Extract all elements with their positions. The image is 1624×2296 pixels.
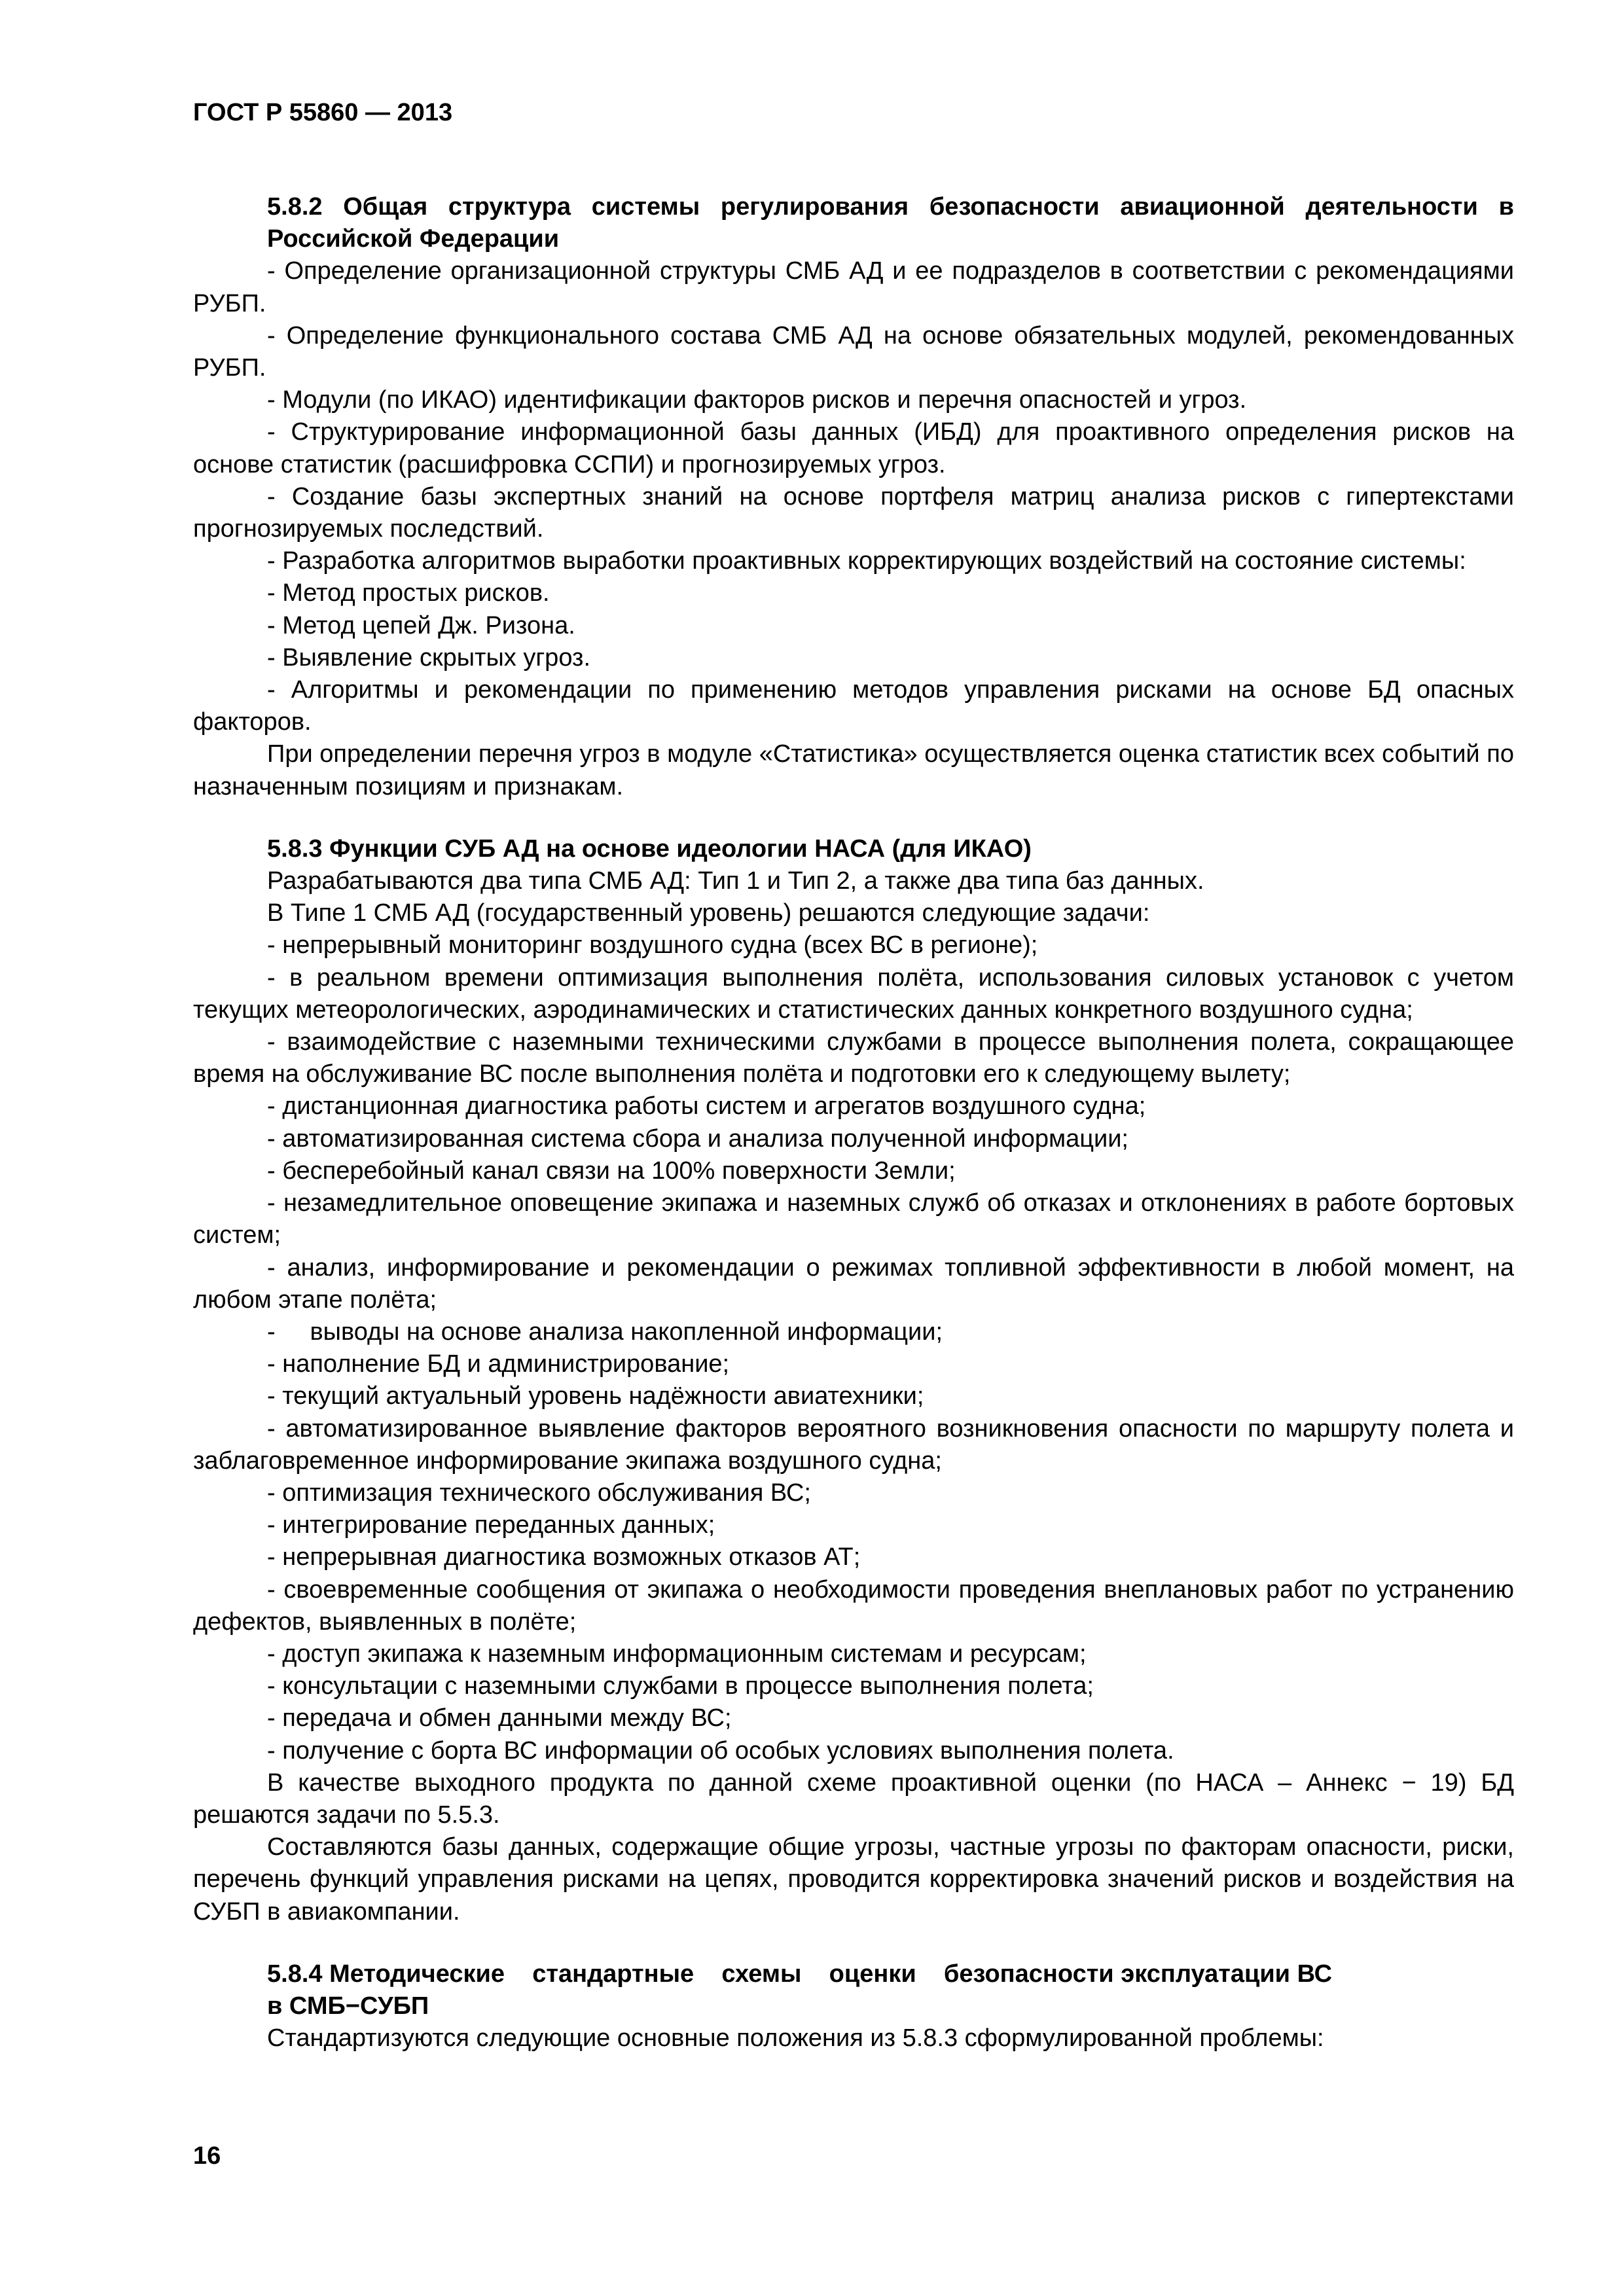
paragraph: - Модули (по ИКАО) идентификации факторов рисков и перечня опасностей и угроз. [267, 386, 1247, 414]
paragraph: При определении перечня угроз в модуле «Статистика» осуществляется оценка статистик всех событий по назначенным позициям и признакам. [193, 740, 1514, 800]
section-heading-continuation: в СМБ−СУБП [267, 1992, 429, 2020]
paragraph: В Типе 1 СМБ АД (государственный уровень) решаются следующие задачи: [267, 899, 1150, 927]
paragraph: Стандартизуются следующие основные положения из 5.8.3 сформулированной проблемы: [267, 2024, 1324, 2053]
paragraph: - в реальном времени оптимизация выполнения полёта, использования силовых установок с учетом текущих метеорологических, аэродинамических и статистических данных конкретного воздушного судна; [193, 963, 1514, 1024]
paragraph: - наполнение БД и администрирование; [267, 1350, 730, 1378]
paragraph: - взаимодействие с наземными техническими службами в процессе выполнения полета, сокращающее время на обслуживание ВС после выполнения полёта и подготовки его к следующему вылету; [193, 1028, 1514, 1088]
paragraph: - Определение организационной структуры СМБ АД и ее подразделов в соответствии с рекомендациями РУБП. [193, 257, 1514, 317]
paragraph: - своевременные сообщения от экипажа о необходимости проведения внеплановых работ по устранению дефектов, выявленных в полёте; [193, 1575, 1514, 1636]
paragraph: В качестве выходного продукта по данной схеме проактивной оценки (по НАСА – Аннекс − 19) БД решаются задачи по 5.5.3. [193, 1768, 1514, 1829]
paragraph: - доступ экипажа к наземным информационным системам и ресурсам; [267, 1640, 1087, 1668]
paragraph: - выводы на основе анализа накопленной информации; [267, 1318, 943, 1346]
section-5-8-3 [193, 833, 1514, 1928]
paragraph: - Создание базы экспертных знаний на основе портфеля матриц анализа рисков с гипертекстами прогнозируемых последствий. [193, 482, 1514, 543]
paragraph: - Алгоритмы и рекомендации по применению методов управления рисками на основе БД опасных факторов. [193, 676, 1514, 736]
paragraph: Составляются базы данных, содержащие общие угрозы, частные угрозы по факторам опасности, риски, перечень функций управления рисками на цепях, проводится корректировка значений рисков и воздействия на СУБП в авиакомпании. [193, 1833, 1514, 1926]
document-header: ГОСТ Р 55860 — 2013 [193, 99, 453, 126]
paragraph: - бесперебойный канал связи на 100% поверхности Земли; [267, 1157, 956, 1185]
paragraph: - автоматизированная система сбора и анализа полученной информации; [267, 1124, 1128, 1153]
section-5-8-4 [193, 1958, 1514, 2055]
section-5-8-2 [193, 191, 1514, 803]
paragraph: - Разработка алгоритмов выработки проактивных корректирующих воздействий на состояние системы: [267, 547, 1466, 575]
paragraph: - непрерывный мониторинг воздушного судна (всех ВС в регионе); [267, 931, 1038, 960]
paragraph: - Метод простых рисков. [267, 579, 550, 607]
paragraph: - интегрирование переданных данных; [267, 1511, 715, 1539]
section-heading: 5.8.3 Функции СУБ АД на основе идеологии НАСА (для ИКАО) [267, 834, 1032, 863]
paragraph: - получение с борта ВС информации об особых условиях выполнения полета. [267, 1736, 1174, 1765]
paragraph: - текущий актуальный уровень надёжности авиатехники; [267, 1382, 924, 1410]
paragraph: - Выявление скрытых угроз. [267, 643, 590, 672]
paragraph: - незамедлительное оповещение экипажа и наземных служб об отказах и отклонениях в работе бортовых систем; [193, 1189, 1514, 1249]
paragraph: - Метод цепей Дж. Ризона. [267, 611, 575, 639]
paragraph: - дистанционная диагностика работы систем и агрегатов воздушного судна; [267, 1092, 1146, 1121]
paragraph: - консультации с наземными службами в процессе выполнения полета; [267, 1672, 1094, 1700]
paragraph: - Структурирование информационной базы данных (ИБД) для проактивного определения рисков на основе статистик (расшифровка ССПИ) и прогнозируемых угроз. [193, 418, 1514, 478]
paragraph: - анализ, информирование и рекомендации о режимах топливной эффективности в любой момент, на любом этапе полёта; [193, 1253, 1514, 1314]
section-heading: 5.8.4 Методические стандартные схемы оценки безопасности эксплуатации ВС [267, 1960, 1333, 1988]
paragraph: - автоматизированное выявление факторов вероятного возникновения опасности по маршруту полета и заблаговременное информирование экипажа воздушного судна; [193, 1414, 1514, 1475]
section-heading: 5.8.2 Общая структура системы регулирования безопасности авиационной деятельности в Российской Федерации [267, 193, 1514, 253]
paragraph: - оптимизация технического обслуживания ВС; [267, 1479, 811, 1507]
paragraph: - передача и обмен данными между ВС; [267, 1704, 732, 1732]
paragraph: - непрерывная диагностика возможных отказов АТ; [267, 1543, 861, 1571]
paragraph: - Определение функционального состава СМБ АД на основе обязательных модулей, рекомендованных РУБП. [193, 321, 1514, 382]
page-number: 16 [193, 2142, 221, 2170]
document-body [193, 191, 1514, 2054]
paragraph: Разрабатываются два типа СМБ АД: Тип 1 и Тип 2, а также два типа баз данных. [267, 867, 1204, 895]
